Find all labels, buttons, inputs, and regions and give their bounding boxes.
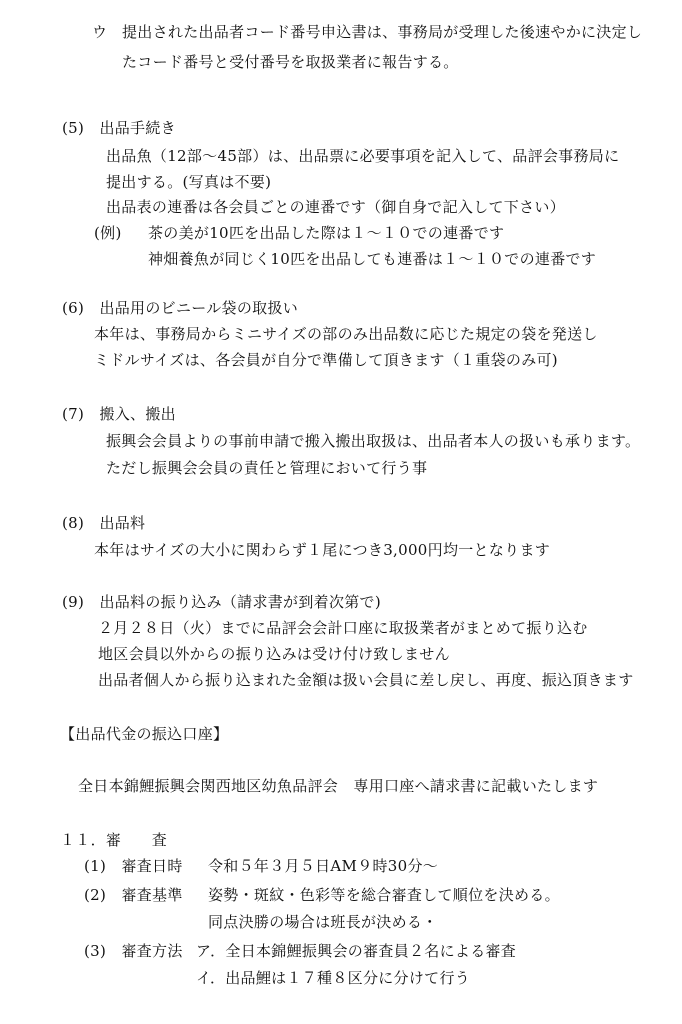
account-heading: 【出品代金の振込口座】 xyxy=(60,725,229,743)
section-6-line-2: ミドルサイズは、各会員が自分で準備して頂きます（１重袋のみ可) xyxy=(94,351,558,369)
section-5-example-2: 神畑養魚が同じく10匹を出品しても連番は１～１０での連番です xyxy=(148,250,597,268)
section-8-line-1: 本年はサイズの大小に関わらず１尾につき3,000円均一となります xyxy=(94,541,551,559)
section-u-line-2: たコード番号と受付番号を取扱業者に報告する。 xyxy=(122,53,459,71)
section-5-line-1: 出品魚（12部～45部）は、出品票に必要事項を記入して、品評会事務局に xyxy=(106,147,620,165)
section-11-item-3-label: (3) 審査方法 xyxy=(84,942,183,960)
section-11-item-2-label: (2) 審査基準 xyxy=(84,886,183,904)
section-11-item-1-value: 令和５年３月５日AM９時30分～ xyxy=(208,857,439,875)
section-11-item-2-value-2: 同点決勝の場合は班長が決める・ xyxy=(208,913,438,931)
section-u-line-1: 提出された出品者コード番号申込書は、事務局が受理した後速やかに決定し xyxy=(122,23,643,41)
section-9-heading: (9) 出品料の振り込み（請求書が到着次第で) xyxy=(62,593,382,611)
section-11-item-3-value: ア．全日本錦鯉振興会の審査員２名による審査 xyxy=(196,942,517,960)
section-7-line-2: ただし振興会会員の責任と管理において行う事 xyxy=(106,459,428,477)
section-11-heading: １１．審 査 xyxy=(60,831,168,849)
section-9-line-2: 地区会員以外からの振り込みは受け付け致しません xyxy=(98,645,450,663)
section-9-line-3: 出品者個人から振り込まれた金額は扱い会員に差し戻し、再度、振込頂きます xyxy=(98,671,634,689)
section-5-example-1: 茶の美が10匹を出品した際は１～１０での連番です xyxy=(148,224,505,242)
section-5-example-label: (例) xyxy=(94,224,122,242)
section-11-item-2-value: 姿勢・斑紋・色彩等を総合審査して順位を決める。 xyxy=(208,886,560,904)
section-5-line-2: 提出する。(写真は不要) xyxy=(106,173,272,191)
section-6-line-1: 本年は、事務局からミニサイズの部のみ出品数に応じた規定の袋を発送し xyxy=(94,325,598,343)
section-7-line-1: 振興会会員よりの事前申請で搬入搬出取扱は、出品者本人の扱いも承ります。 xyxy=(106,432,641,450)
section-u-marker: ウ xyxy=(92,23,108,41)
section-7-heading: (7) 搬入、搬出 xyxy=(62,405,176,423)
section-5-line-3: 出品表の連番は各会員ごとの連番です（御自身で記入して下さい） xyxy=(106,198,566,216)
section-11-item-3-value-2: イ．出品鯉は１７種８区分に分けて行う xyxy=(196,969,471,987)
section-9-line-1: ２月２８日（火）までに品評会会計口座に取扱業者がまとめて振り込む xyxy=(98,619,588,637)
section-6-heading: (6) 出品用のビニール袋の取扱い xyxy=(62,299,299,317)
section-8-heading: (8) 出品料 xyxy=(62,514,146,532)
account-line-1: 全日本錦鯉振興会関西地区幼魚品評会 専用口座へ請求書に記載いたします xyxy=(78,777,599,795)
section-11-item-1-label: (1) 審査日時 xyxy=(84,857,183,875)
section-5-heading: (5) 出品手続き xyxy=(62,119,176,137)
